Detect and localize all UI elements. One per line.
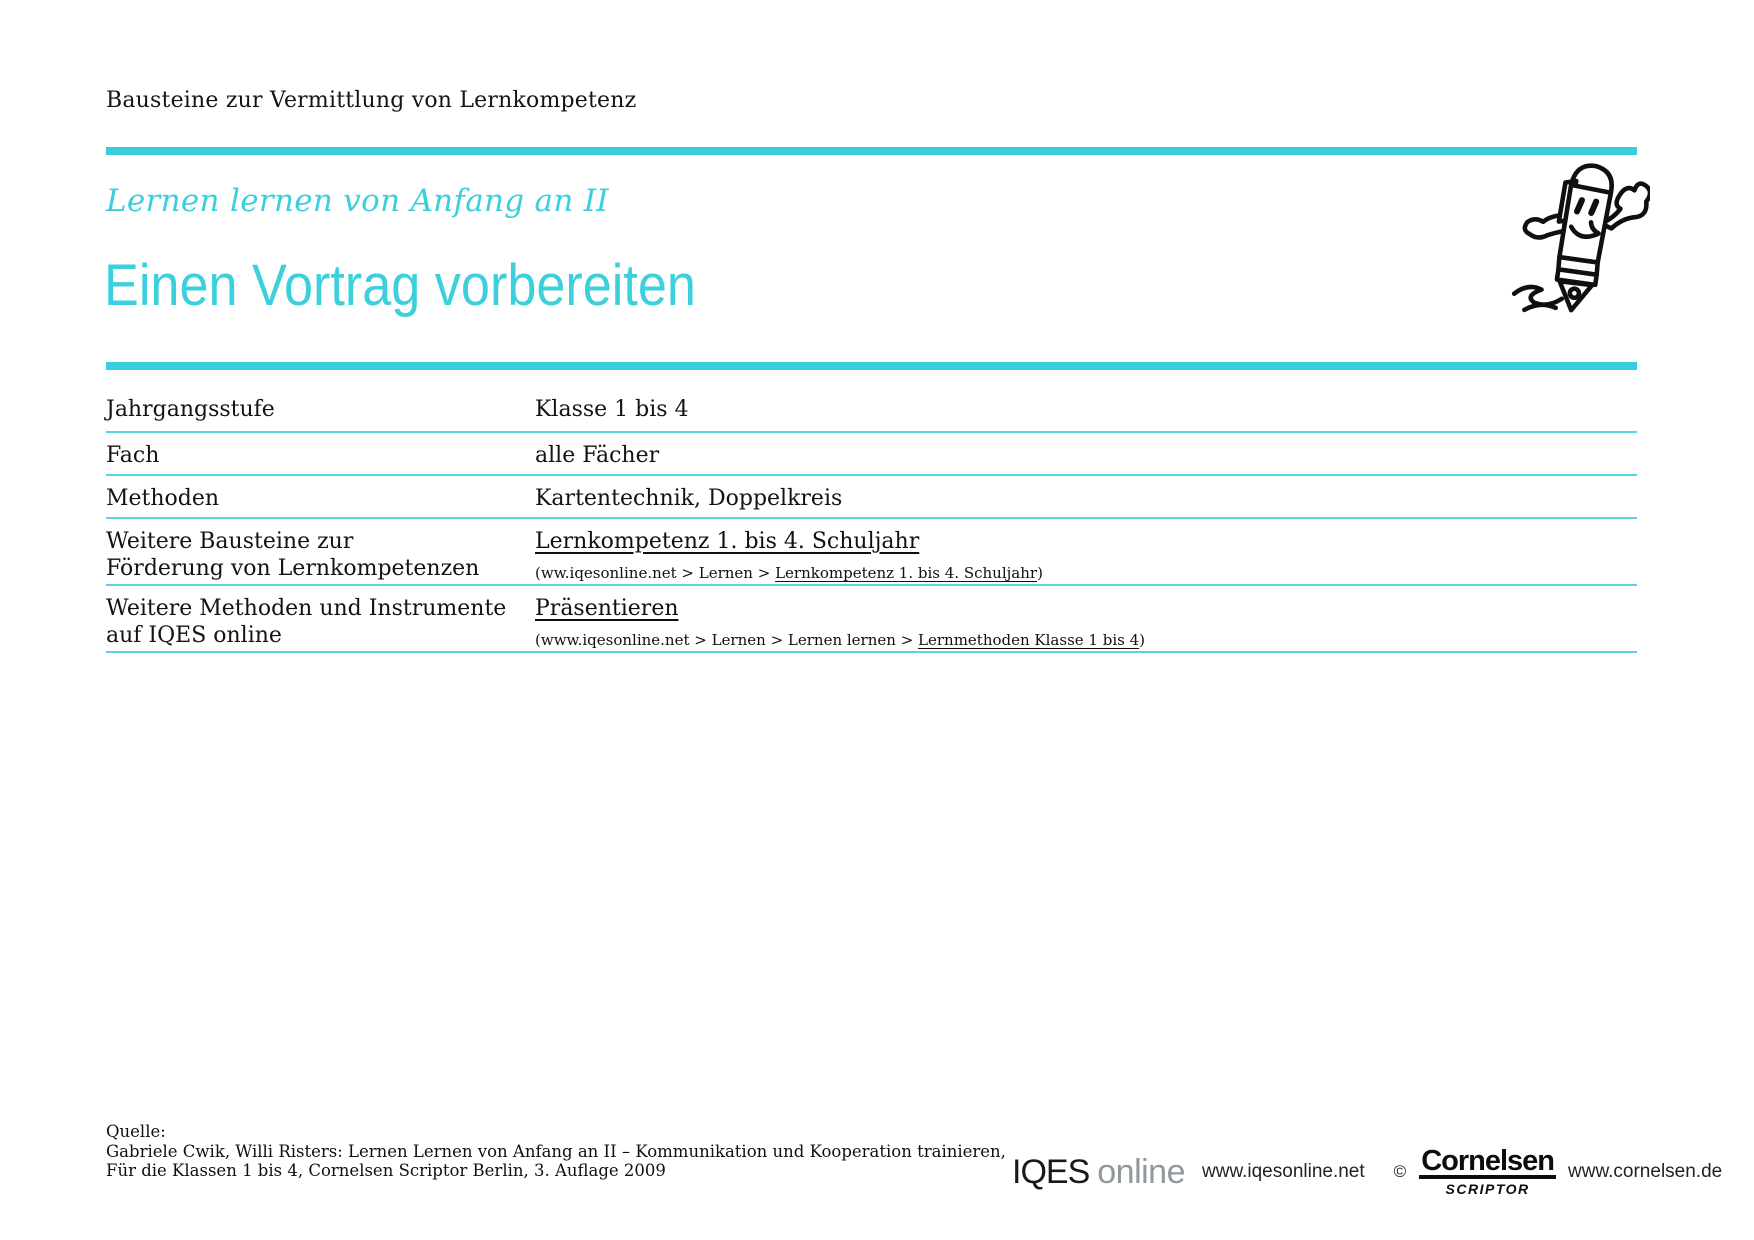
page-eyebrow: Bausteine zur Vermittlung von Lernkompetenz [106, 88, 637, 113]
link-path [535, 564, 1637, 582]
cornelsen-logo-sub: SCRIPTOR [1445, 1180, 1530, 1197]
mid-divider-rule [106, 362, 1637, 370]
source-line2: Für die Klassen 1 bis 4, Cornelsen Scriptor Berlin, 3. Auflage 2009 [106, 1161, 666, 1180]
table-row-weitere-bausteine [106, 519, 1637, 586]
cornelsen-scriptor-logo [1419, 1144, 1556, 1197]
cornelsen-url-link[interactable]: www.cornelsen.de [1568, 1161, 1723, 1182]
source-line1: Gabriele Cwik, Willi Risters: Lernen Lernen von Anfang an II – Kommunikation und Kooperation trainieren, [106, 1141, 1006, 1161]
table-row-fach [106, 433, 1637, 476]
copyright-symbol: © [1393, 1162, 1407, 1181]
pen-character-illustration [1508, 156, 1650, 318]
table-row-jahrgangsstufe [106, 370, 1637, 433]
row-value [535, 528, 1637, 582]
row-label [106, 528, 535, 582]
row-value: Klasse 1 bis 4 [535, 397, 689, 422]
link-path-link[interactable]: Lernmethoden Klasse 1 bis 4 [918, 631, 1140, 649]
row-label: Jahrgangsstufe [106, 397, 275, 422]
row-value: alle Fächer [535, 443, 660, 468]
link-path-link[interactable]: Lernkompetenz 1. bis 4. Schuljahr [775, 564, 1038, 582]
table-row-methoden [106, 476, 1637, 519]
link-path-suffix: ) [1139, 631, 1145, 649]
row-label-line2: Förderung von Lernkompetenzen [106, 556, 480, 581]
table-row-weitere-methoden [106, 586, 1637, 653]
footer-logos [1012, 1144, 1722, 1200]
page-title: Einen Vortrag vorbereiten [104, 253, 696, 318]
link-path-prefix: (www.iqesonline.net > Lernen > Lernen lernen > [535, 631, 919, 649]
row-label-line1: Weitere Bausteine zur [106, 529, 354, 554]
row-label [106, 595, 535, 649]
row-value: Kartentechnik, Doppelkreis [535, 486, 843, 511]
series-title: Lernen lernen von Anfang an II [106, 183, 609, 219]
row-label-line1: Weitere Methoden und Instrumente [106, 596, 507, 621]
info-table [106, 370, 1637, 653]
row-label-line2: auf IQES online [106, 623, 282, 648]
iqes-url-link[interactable]: www.iqesonline.net [1202, 1161, 1365, 1182]
source-label: Quelle: [106, 1122, 166, 1141]
lernkompetenz-link[interactable]: Lernkompetenz 1. bis 4. Schuljahr [535, 529, 920, 554]
praesentieren-link[interactable]: Präsentieren [535, 596, 679, 621]
iqes-online-logo [1012, 1153, 1185, 1192]
iqes-logo-text: IQES [1012, 1152, 1090, 1191]
cornelsen-logo-text: Cornelsen [1421, 1144, 1555, 1177]
top-divider-rule [106, 147, 1637, 155]
row-value [535, 595, 1637, 649]
link-path [535, 631, 1637, 649]
row-label: Fach [106, 443, 160, 468]
row-label: Methoden [106, 486, 220, 511]
source-block [106, 1122, 1006, 1181]
iqes-logo-suffix: online [1097, 1152, 1185, 1191]
link-path-suffix: ) [1037, 564, 1043, 582]
link-path-prefix: (ww.iqesonline.net > Lernen > [535, 564, 776, 582]
